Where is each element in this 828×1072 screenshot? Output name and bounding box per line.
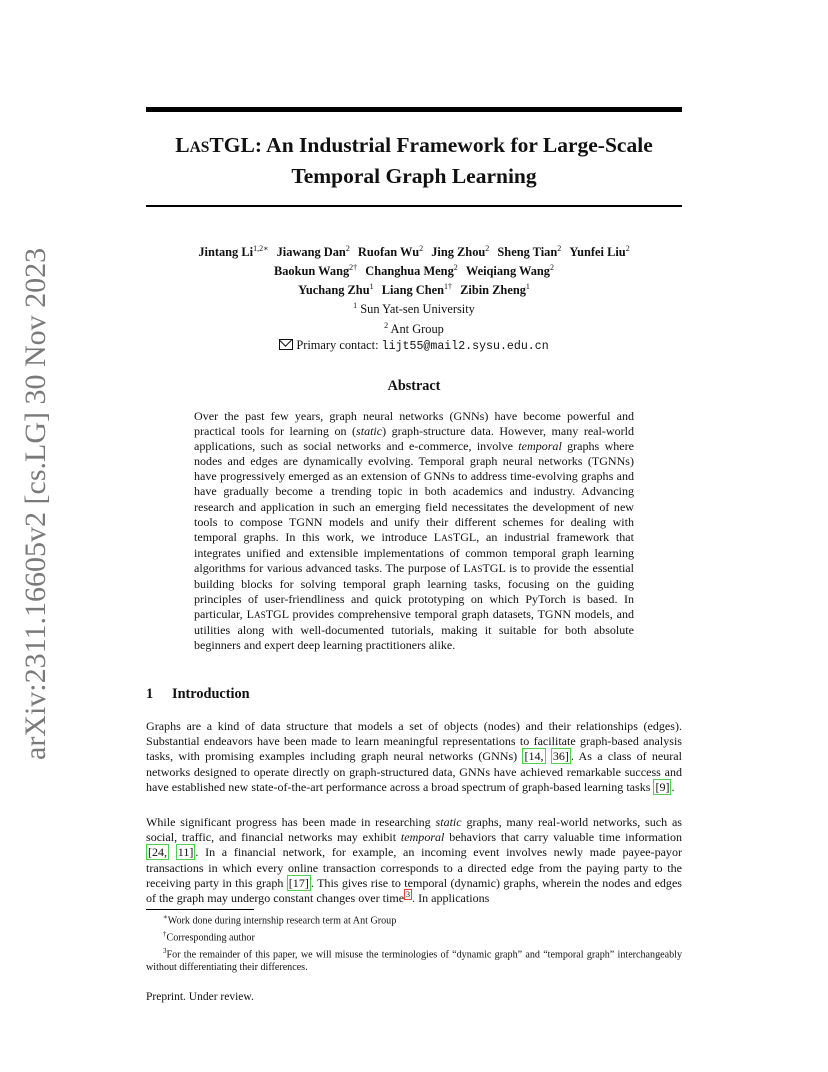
footnote-link[interactable]: 3 bbox=[406, 890, 411, 900]
author-name: Sheng Tian bbox=[497, 245, 558, 260]
author-name: Baokun Wang bbox=[273, 264, 350, 279]
primary-contact: Primary contact: lijt55@mail2.sysu.edu.cn bbox=[146, 337, 682, 355]
affiliation-1: $^1$ Sun Yat-sen University bbox=[353, 301, 475, 317]
footnote-3: $^3$For the remainder of this paper, we will misuse the terminologies of “dynamic graph” and “temporal graph” interchangeably without differentiating their differences. bbox=[146, 947, 682, 974]
title-line-2: Temporal Graph Learning bbox=[291, 164, 537, 188]
preprint-notice: Preprint. Under review. bbox=[146, 991, 254, 1003]
author-line-3: Yuchang Zhu$^1$ Liang Chen$^{1\dagger}$ Zibin Zheng$^1$ bbox=[298, 282, 530, 298]
envelope-icon bbox=[279, 339, 293, 350]
citation-link[interactable]: [14, bbox=[524, 749, 544, 764]
author-line-1: Jintang $Li^{1,2∗}$ Jiawang Dan$^2$ Ruofan Wu$^2$ Jing Zhou$^2$ Sheng Tian$^2$ Yunfei Liu$^2$ bbox=[198, 244, 630, 260]
author-name: Jing Zhou bbox=[431, 245, 486, 260]
intro-paragraph-2: While significant progress has been made in researching static graphs, many real-world networks, such as social, traffic, and financial networks may exhibit temporal behaviors that carry valuable time information [24, 11] . In a financial network, for example, an incoming event involves newly made payee-payor transactions in which every online transaction corresponds to a directed edge from the paying party to the receiving party in this graph [17] . This gives rise to temporal (dynamic) graphs, wherein the nodes and edges of the graph may undergo constant changes over time $^3$ . In applications bbox=[146, 815, 682, 906]
citation-link[interactable]: [24, bbox=[148, 845, 168, 860]
author-name: Weiqiang Wang bbox=[465, 264, 551, 279]
footnotes bbox=[146, 911, 682, 975]
author-name: Liang Chen bbox=[381, 283, 445, 298]
abstract-heading: Abstract bbox=[387, 378, 441, 394]
abstract-text: Over the past few years, graph neural networks (GNNs) have become powerful and practical tools for learning on (static) graph-structure data. However, many real-world applications, such as social networks and e-commerce, involve temporal graphs where nodes and edges are dynamically evolving. Temporal graph neural networks (TGNNs) have progressively emerged as an extension of GNNs to address time-evolving graphs and have gradually become a trending topic in both academics and industry. Advancing research and application in such an emerging field necessitates the development of new tools to compose TGNN models and unify their different schemes for dealing with temporal graphs. In this work, we introduce LASTGL, an industrial framework that integrates unified and extensible implementations of common temporal graph learning algorithms for various advanced tasks. The purpose of LASTGL is to provide the essential building blocks for solving temporal graph learning tasks, focusing on the guiding principles of user-friendliness and quick prototyping on which PyTorch is based. In particular, LASTGL provides comprehensive temporal graph datasets, TGNN models, and utilities along with well-documented tutorials, making it suitable for both absolute beginners and expert deep learning practitioners alike. bbox=[194, 409, 635, 653]
author-name: Jiawang Dan bbox=[276, 245, 346, 260]
citation-link[interactable]: [17] bbox=[288, 875, 309, 890]
title-top-rule bbox=[146, 107, 682, 112]
footnote-2: †Corresponding author bbox=[163, 930, 255, 944]
author-name: Yunfei Liu bbox=[569, 245, 626, 260]
author-name: Ruofan Wu bbox=[357, 245, 420, 260]
author-name: Zibin Zheng bbox=[460, 283, 526, 298]
arxiv-identifier: arXiv:2311.16605v2 [cs.LG] 30 Nov 2023 bbox=[19, 247, 52, 760]
author-name: Yuchang Zhu bbox=[298, 283, 370, 298]
footnote-1: ∗Work done during internship research term at Ant Group bbox=[163, 913, 397, 927]
author-name: Jintang Li bbox=[198, 245, 254, 260]
author-name: Changhua Meng bbox=[365, 264, 454, 279]
citation-link[interactable]: [9] bbox=[655, 779, 670, 794]
citation-link[interactable]: 36] bbox=[552, 749, 569, 764]
intro-paragraph-1: Graphs are a kind of data structure that models a set of objects (nodes) and their relationships (edges). Substantial endeavors have been made to learn meaningful representations to facilitate graph-based analysis tasks, with promising examples including graph neural networks (GNNs) [14, 36] . As a class of neural networks designed to operate directly on graph-structured data, GNNs have achieved remarkable success and have established new state-of-the-art performance across a broad spectrum of graph-based learning tasks [9] . bbox=[146, 719, 682, 794]
affiliation-2: $^2$ Ant Group bbox=[384, 320, 444, 336]
citation-link[interactable]: 11] bbox=[177, 845, 194, 860]
title-line-1: LASTGL: An Industrial Framework for Large-Scale bbox=[175, 133, 653, 157]
contact-email[interactable]: lijt55@mail2.sysu.edu.cn bbox=[381, 339, 549, 353]
author-line-2: Baokun Wang$^{2\dagger}$ Changhua Meng$^2$ Weiqiang Wang$^2$ bbox=[273, 263, 555, 279]
title-bottom-rule bbox=[146, 205, 682, 207]
author-block bbox=[146, 241, 682, 355]
paper-title bbox=[146, 131, 682, 190]
section-heading: 1 Introduction bbox=[146, 686, 250, 702]
footnote-rule bbox=[146, 909, 254, 910]
